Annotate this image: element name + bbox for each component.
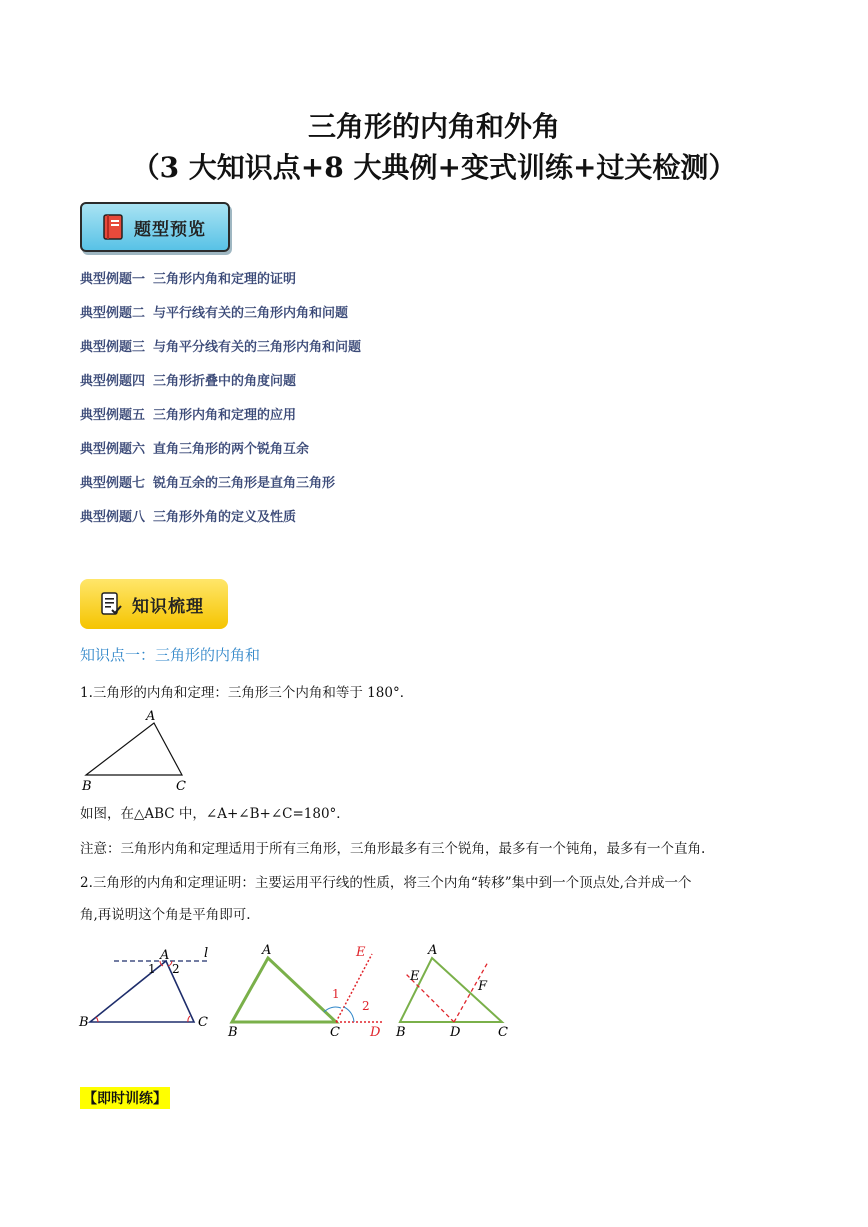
knowledge-badge [80, 579, 228, 629]
title-sub: （3 大知识点+8 大典例+变式训练+过关检测） [131, 151, 737, 184]
list-item[interactable]: 典型例题二 与平行线有关的三角形内角和问题 [80, 306, 349, 321]
angle-label-2: 2 [362, 999, 370, 1013]
parallel-line-figure [76, 940, 216, 1040]
line-label-l: l [204, 946, 209, 961]
vertex-label-c: C [198, 1015, 208, 1030]
vertex-label-c: C [176, 779, 186, 794]
vertex-label-a: A [160, 948, 170, 963]
vertex-label-b: B [396, 1025, 406, 1040]
point-label-f: F [478, 979, 488, 994]
list-item[interactable]: 典型例题三 与角平分线有关的三角形内角和问题 [80, 340, 362, 355]
point-label-d: D [450, 1025, 461, 1040]
vertex-label-a: A [428, 943, 438, 958]
angle-label-1: 1 [148, 962, 156, 976]
list-item[interactable]: 典型例题八 三角形外角的定义及性质 [80, 510, 297, 525]
example-text: 如图，在△ABC 中，∠A+∠B+∠C=180°． [80, 806, 350, 822]
knowledge-badge-label: 知识梳理 [132, 596, 204, 617]
point-label-e: E [356, 945, 366, 960]
instant-training-label: 【即时训练】 [80, 1087, 170, 1109]
note-text: 注意：三角形内角和定理适用于所有三角形，三角形最多有三个锐角，最多有一个钝角，最多有一个直角. [80, 841, 706, 857]
vertex-label-a: A [146, 709, 156, 724]
list-item[interactable]: 典型例题一 三角形内角和定理的证明 [80, 272, 297, 287]
vertex-label-b: B [79, 1015, 89, 1030]
vertex-label-c: C [330, 1025, 340, 1040]
book-icon [102, 214, 124, 240]
title-main: 三角形的内角和外角 [307, 110, 560, 143]
list-item[interactable]: 典型例题四 三角形折叠中的角度问题 [80, 374, 297, 389]
vertex-label-b: B [82, 779, 92, 794]
angle-label-1: 1 [332, 987, 340, 1001]
vertex-label-b: B [228, 1025, 238, 1040]
triangle-figure [76, 708, 196, 798]
proof-text: 2.三角形的内角和定理证明：主要运用平行线的性质，将三个内角“转移”集中到一个顶点处,合并成一个 [80, 875, 692, 891]
knowledge-point-heading: 知识点一：三角形的内角和 [80, 646, 261, 664]
list-item[interactable]: 典型例题五 三角形内角和定理的应用 [80, 408, 297, 423]
theorem-text: 1.三角形的内角和定理：三角形三个内角和等于 180°． [80, 685, 414, 701]
vertex-label-c: C [498, 1025, 508, 1040]
document-title [0, 108, 868, 188]
list-item[interactable]: 典型例题七 锐角互余的三角形是直角三角形 [80, 476, 336, 491]
preview-badge-label: 题型预览 [134, 219, 206, 240]
proof-text-continued: 角,再说明这个角是平角即可. [80, 907, 251, 923]
preview-badge [80, 202, 230, 252]
parallel-construction-figure [392, 940, 522, 1040]
angle-label-2: 2 [172, 962, 180, 976]
exterior-angle-figure [224, 940, 394, 1040]
point-label-e: E [410, 969, 420, 984]
point-label-d: D [370, 1025, 381, 1040]
checklist-icon [100, 591, 122, 617]
list-item[interactable]: 典型例题六 直角三角形的两个锐角互余 [80, 442, 310, 457]
vertex-label-a: A [262, 943, 272, 958]
example-list [80, 268, 361, 540]
